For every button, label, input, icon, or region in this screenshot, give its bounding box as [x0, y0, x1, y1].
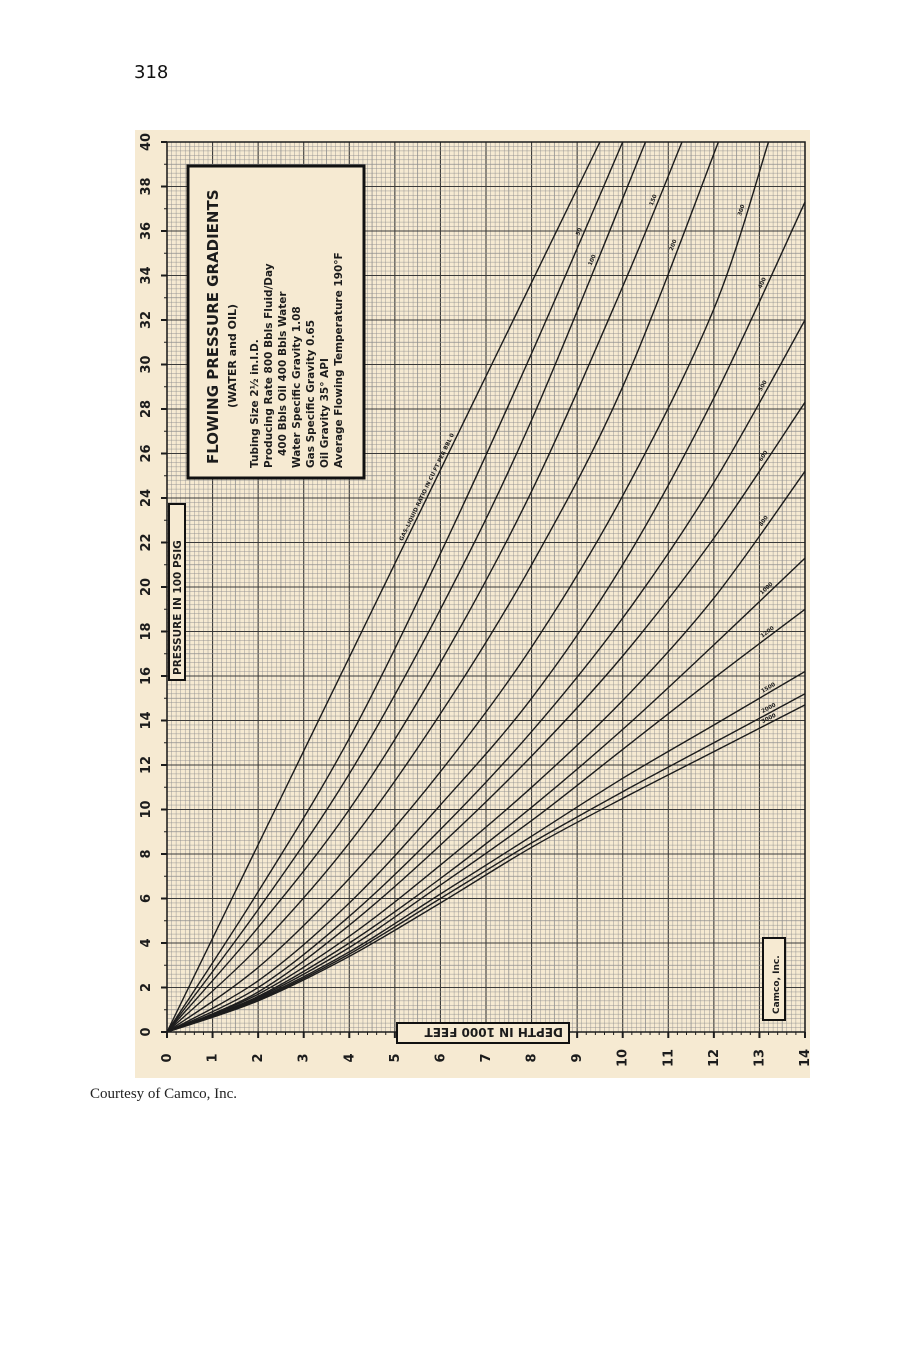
y-tick-label: 40	[139, 132, 154, 152]
y-tick-label: 2	[139, 982, 154, 993]
y-axis-title: PRESSURE IN 100 PSIG	[172, 540, 184, 675]
y-tick-label: 32	[139, 310, 154, 330]
series-label: GAS-LIQUID RATIO IN CU FT PER BBL 0	[398, 432, 457, 543]
info-line: Tubing Size 2½ in.I.D.	[249, 339, 261, 468]
x-tick-label: 4	[342, 1053, 358, 1063]
chart-subtitle: (WATER and OIL)	[226, 303, 239, 408]
series-label: 2000	[760, 702, 778, 715]
y-tick-label: 6	[139, 893, 154, 904]
x-tick-label: 10	[615, 1048, 631, 1068]
y-tick-label: 20	[139, 577, 154, 597]
x-axis-title-box	[397, 1023, 569, 1043]
series-label: 3000	[760, 712, 778, 726]
x-tick-label: 5	[387, 1053, 403, 1063]
y-tick-label: 34	[139, 266, 154, 285]
y-tick-label: 28	[139, 399, 154, 419]
x-tick-label: 12	[706, 1048, 722, 1068]
y-tick-label: 26	[139, 444, 154, 463]
x-tick-label: 6	[433, 1053, 449, 1063]
info-line: Producing Rate 800 Bbls Fluid/Day	[263, 263, 275, 468]
series-label: 100	[587, 253, 598, 267]
camco-logo-box	[763, 938, 785, 1020]
x-tick-label: 0	[160, 1053, 175, 1063]
x-tick-label: 1	[205, 1053, 221, 1063]
pressure-gradient-chart	[135, 130, 813, 1078]
info-line: Water Specific Gravity 1.08	[291, 306, 303, 468]
series-label: 1000	[759, 581, 775, 597]
series-label: 1500	[760, 681, 777, 695]
y-tick-label: 4	[139, 938, 154, 948]
x-tick-label: 11	[661, 1048, 677, 1068]
y-tick-label: 22	[139, 533, 154, 552]
info-line: 400 Bbls Oil 400 Bbls Water	[277, 291, 289, 456]
series-label: 200	[668, 238, 679, 252]
y-tick-label: 38	[139, 177, 154, 196]
info-line: Gas Specific Gravity 0.65	[305, 319, 317, 468]
chart-info-box	[188, 166, 364, 478]
y-tick-label: 24	[139, 488, 154, 508]
y-tick-label: 30	[139, 355, 154, 374]
series-label: 150	[648, 193, 659, 207]
page-number: 318	[134, 62, 169, 83]
info-line: Average Flowing Temperature 190°F	[333, 252, 345, 468]
x-tick-label: 9	[570, 1053, 586, 1063]
y-tick-label: 14	[139, 711, 154, 730]
series-label: 500	[757, 379, 769, 393]
series-label: 1200	[759, 625, 776, 640]
x-tick-label: 2	[251, 1053, 267, 1063]
y-tick-label: 10	[139, 800, 154, 819]
y-tick-label: 36	[139, 221, 154, 241]
x-axis-title: DEPTH IN 1000 FEET	[424, 1025, 563, 1039]
x-tick-label: 14	[798, 1048, 813, 1068]
y-tick-label: 18	[139, 622, 154, 641]
chart-title: FLOWING PRESSURE GRADIENTS	[204, 189, 222, 464]
y-tick-label: 8	[139, 849, 154, 859]
series-label: 300	[737, 204, 747, 217]
x-tick-label: 8	[524, 1053, 540, 1063]
x-tick-label: 7	[479, 1053, 494, 1063]
y-tick-label: 16	[139, 666, 154, 686]
series-label: 600	[758, 449, 770, 463]
camco-logo-text: Camco, Inc.	[772, 955, 782, 1014]
series-label: 400	[757, 276, 768, 290]
figure-caption: Courtesy of Camco, Inc.	[90, 1086, 238, 1102]
x-tick-label: 13	[752, 1048, 768, 1068]
series-label: 800	[758, 514, 770, 528]
x-tick-label: 3	[296, 1053, 312, 1063]
info-line: Oil Gravity 35° API	[319, 358, 331, 468]
y-tick-label: 12	[139, 755, 154, 775]
series-label: 50	[575, 227, 584, 237]
chart-svg	[135, 130, 813, 1078]
y-axis-title-box	[169, 504, 185, 680]
y-tick-label: 0	[139, 1027, 154, 1037]
